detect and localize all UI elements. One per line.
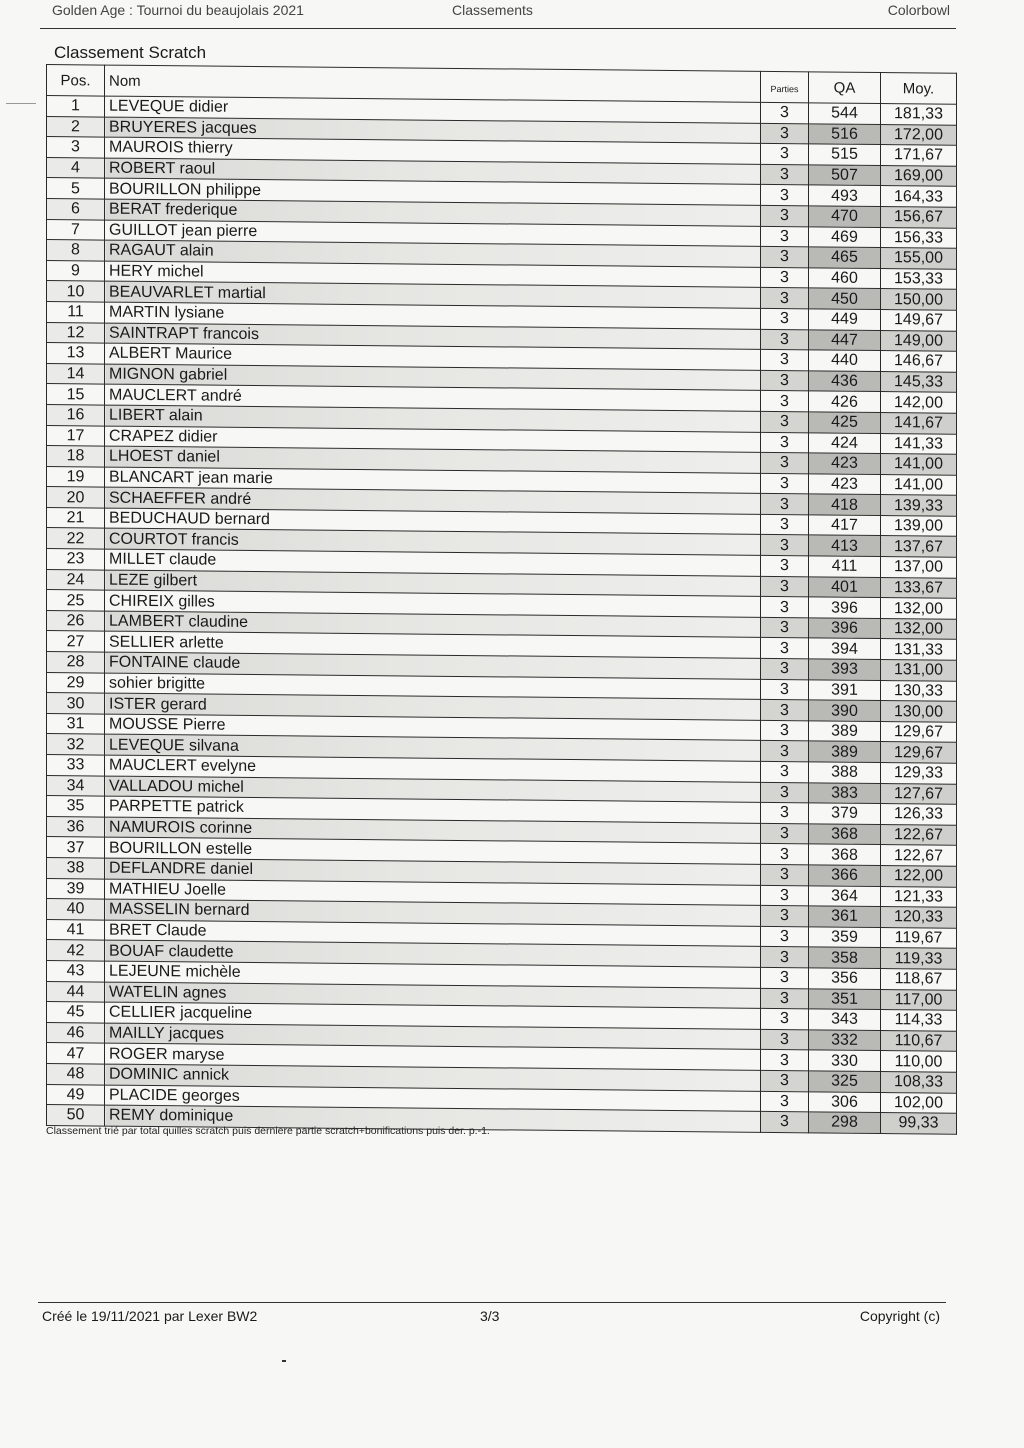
cell-nom: ROBERT raoul [105, 158, 761, 185]
cell-moy: 145,33 [881, 371, 957, 392]
cell-parties: 3 [761, 452, 809, 473]
cell-nom: NAMUROIS corinne [105, 817, 761, 844]
cell-pos: 16 [47, 404, 105, 425]
cell-parties: 3 [761, 1111, 809, 1132]
cell-qa: 389 [809, 721, 881, 742]
cell-nom: CRAPEZ didier [105, 426, 761, 453]
cell-pos: 27 [47, 631, 105, 652]
cell-nom: SELLIER arlette [105, 631, 761, 658]
cell-pos: 9 [47, 260, 105, 281]
cell-moy: 181,33 [881, 104, 957, 125]
cell-nom: LEVEQUE didier [105, 96, 761, 123]
cell-qa: 417 [809, 515, 881, 536]
cell-pos: 39 [47, 878, 105, 899]
cell-qa: 330 [809, 1050, 881, 1071]
cell-parties: 3 [761, 411, 809, 432]
cell-moy: 141,33 [881, 433, 957, 454]
cell-moy: 153,33 [881, 268, 957, 289]
cell-moy: 118,67 [881, 968, 957, 989]
cell-pos: 40 [47, 899, 105, 920]
cell-nom: sohier brigitte [105, 673, 761, 700]
cell-pos: 4 [47, 157, 105, 178]
cell-qa: 394 [809, 638, 881, 659]
cell-pos: 22 [47, 528, 105, 549]
cell-moy: 141,00 [881, 454, 957, 475]
cell-moy: 120,33 [881, 907, 957, 928]
cell-qa: 516 [809, 123, 881, 144]
cell-nom: SAINTRAPT francois [105, 323, 761, 350]
table-body [47, 96, 957, 1134]
cell-qa: 411 [809, 556, 881, 577]
cell-nom: MATHIEU Joelle [105, 879, 761, 906]
cell-qa: 389 [809, 741, 881, 762]
cell-qa: 396 [809, 597, 881, 618]
cell-moy: 132,00 [881, 618, 957, 639]
cell-qa: 388 [809, 762, 881, 783]
cell-moy: 110,67 [881, 1030, 957, 1051]
scan-speck [282, 1360, 286, 1362]
cell-moy: 110,00 [881, 1051, 957, 1072]
cell-nom: MAUCLERT andré [105, 384, 761, 411]
cell-nom: DEFLANDRE daniel [105, 858, 761, 885]
cell-parties: 3 [761, 679, 809, 700]
cell-moy: 146,67 [881, 351, 957, 372]
cell-qa: 396 [809, 618, 881, 639]
cell-moy: 121,33 [881, 886, 957, 907]
cell-pos: 18 [47, 446, 105, 467]
cell-nom: LEVEQUE silvana [105, 734, 761, 761]
cell-nom: BEAUVARLET martial [105, 281, 761, 308]
cell-parties: 3 [761, 555, 809, 576]
cell-parties: 3 [761, 349, 809, 370]
cell-nom: SCHAEFFER andré [105, 487, 761, 514]
cell-pos: 42 [47, 940, 105, 961]
cell-parties: 3 [761, 658, 809, 679]
cell-parties: 3 [761, 906, 809, 927]
cell-qa: 383 [809, 782, 881, 803]
cell-parties: 3 [761, 267, 809, 288]
cell-nom: CHIREIX gilles [105, 590, 761, 617]
cell-parties: 3 [761, 576, 809, 597]
cell-pos: 11 [47, 301, 105, 322]
cell-moy: 129,67 [881, 742, 957, 763]
cell-parties: 3 [761, 370, 809, 391]
cell-pos: 5 [47, 178, 105, 199]
cell-parties: 3 [761, 102, 809, 123]
header-venue: Colorbowl [887, 2, 950, 18]
cell-moy: 129,67 [881, 721, 957, 742]
cell-pos: 30 [47, 693, 105, 714]
cell-qa: 356 [809, 968, 881, 989]
cell-pos: 17 [47, 425, 105, 446]
cell-nom: ALBERT Maurice [105, 343, 761, 370]
cell-pos: 6 [47, 198, 105, 219]
cell-parties: 3 [761, 967, 809, 988]
cell-pos: 46 [47, 1022, 105, 1043]
cell-qa: 418 [809, 494, 881, 515]
cell-parties: 3 [761, 761, 809, 782]
cell-nom: ROGER maryse [105, 1043, 761, 1070]
cell-parties: 3 [761, 741, 809, 762]
cell-nom: PARPETTE patrick [105, 796, 761, 823]
cell-moy: 122,67 [881, 824, 957, 845]
cell-nom: MASSELIN bernard [105, 899, 761, 926]
cell-parties: 3 [761, 988, 809, 1009]
cell-pos: 14 [47, 363, 105, 384]
cell-parties: 3 [761, 700, 809, 721]
cell-nom: BOURILLON philippe [105, 178, 761, 205]
cell-parties: 3 [761, 803, 809, 824]
cell-moy: 122,00 [881, 865, 957, 886]
cell-parties: 3 [761, 226, 809, 247]
cell-pos: 13 [47, 343, 105, 364]
cell-nom: GUILLOT jean pierre [105, 220, 761, 247]
scan-mark [6, 103, 36, 104]
section-title: Classement Scratch [54, 43, 207, 62]
cell-pos: 28 [47, 652, 105, 673]
cell-moy: 129,33 [881, 763, 957, 784]
cell-moy: 114,33 [881, 1010, 957, 1031]
cell-moy: 149,00 [881, 330, 957, 351]
cell-nom: MAILLY jacques [105, 1023, 761, 1050]
cell-moy: 141,00 [881, 474, 957, 495]
col-header-nom: Nom [105, 65, 761, 102]
cell-nom: HERY michel [105, 261, 761, 288]
cell-moy: 130,00 [881, 701, 957, 722]
cell-nom: REMY dominique [105, 1105, 761, 1132]
cell-pos: 10 [47, 281, 105, 302]
cell-pos: 21 [47, 507, 105, 528]
cell-moy: 131,33 [881, 639, 957, 660]
cell-moy: 102,00 [881, 1092, 957, 1113]
cell-nom: PLACIDE georges [105, 1085, 761, 1112]
cell-pos: 19 [47, 466, 105, 487]
cell-nom: MILLET claude [105, 549, 761, 576]
cell-pos: 24 [47, 569, 105, 590]
cell-pos: 35 [47, 796, 105, 817]
cell-qa: 460 [809, 268, 881, 289]
cell-qa: 440 [809, 350, 881, 371]
cell-qa: 391 [809, 679, 881, 700]
cell-moy: 149,67 [881, 309, 957, 330]
cell-nom: LEZE gilbert [105, 570, 761, 597]
cell-nom: VALLADOU michel [105, 776, 761, 803]
cell-parties: 3 [761, 823, 809, 844]
cell-pos: 25 [47, 590, 105, 611]
cell-nom: BLANCART jean marie [105, 467, 761, 494]
cell-qa: 401 [809, 576, 881, 597]
cell-pos: 49 [47, 1084, 105, 1105]
cell-qa: 450 [809, 288, 881, 309]
cell-qa: 465 [809, 247, 881, 268]
footer-created: Créé le 19/11/2021 par Lexer BW2 [42, 1308, 258, 1324]
cell-moy: 137,00 [881, 557, 957, 578]
cell-parties: 3 [761, 432, 809, 453]
cell-parties: 3 [761, 720, 809, 741]
cell-parties: 3 [761, 926, 809, 947]
cell-parties: 3 [761, 164, 809, 185]
cell-moy: 139,33 [881, 495, 957, 516]
cell-parties: 3 [761, 144, 809, 165]
cell-pos: 29 [47, 672, 105, 693]
cell-qa: 390 [809, 700, 881, 721]
cell-qa: 426 [809, 391, 881, 412]
cell-qa: 507 [809, 165, 881, 186]
cell-parties: 3 [761, 535, 809, 556]
cell-moy: 119,67 [881, 927, 957, 948]
col-header-pos: Pos. [47, 65, 105, 97]
cell-qa: 306 [809, 1091, 881, 1112]
cell-moy: 156,67 [881, 206, 957, 227]
cell-parties: 3 [761, 247, 809, 268]
cell-parties: 3 [761, 844, 809, 865]
cell-parties: 3 [761, 617, 809, 638]
cell-parties: 3 [761, 494, 809, 515]
cell-qa: 368 [809, 824, 881, 845]
cell-moy: 142,00 [881, 392, 957, 413]
cell-nom: MOUSSE Pierre [105, 714, 761, 741]
col-header-parties: Parties [761, 71, 809, 102]
cell-moy: 108,33 [881, 1071, 957, 1092]
cell-qa: 364 [809, 885, 881, 906]
cell-pos: 7 [47, 219, 105, 240]
cell-pos: 31 [47, 713, 105, 734]
cell-parties: 3 [761, 185, 809, 206]
cell-parties: 3 [761, 638, 809, 659]
cell-parties: 3 [761, 123, 809, 144]
cell-moy: 130,33 [881, 680, 957, 701]
cell-moy: 155,00 [881, 248, 957, 269]
cell-qa: 515 [809, 144, 881, 165]
cell-qa: 413 [809, 535, 881, 556]
cell-pos: 12 [47, 322, 105, 343]
cell-nom: RAGAUT alain [105, 240, 761, 267]
cell-moy: 133,67 [881, 577, 957, 598]
cell-qa: 343 [809, 1009, 881, 1030]
cell-qa: 298 [809, 1112, 881, 1133]
cell-parties: 3 [761, 1070, 809, 1091]
header-event-title: Golden Age : Tournoi du beaujolais 2021 [52, 2, 304, 18]
cell-qa: 423 [809, 453, 881, 474]
cell-qa: 425 [809, 412, 881, 433]
cell-parties: 3 [761, 864, 809, 885]
cell-parties: 3 [761, 473, 809, 494]
cell-pos: 34 [47, 775, 105, 796]
cell-qa: 469 [809, 226, 881, 247]
ranking-table [46, 64, 957, 1134]
cell-parties: 3 [761, 329, 809, 350]
cell-nom: CELLIER jacqueline [105, 1002, 761, 1029]
cell-moy: 139,00 [881, 515, 957, 536]
cell-qa: 361 [809, 906, 881, 927]
cell-nom: BRET Claude [105, 920, 761, 947]
cell-nom: MIGNON gabriel [105, 364, 761, 391]
cell-pos: 33 [47, 755, 105, 776]
cell-pos: 1 [47, 96, 105, 117]
cell-nom: WATELIN agnes [105, 982, 761, 1009]
cell-pos: 8 [47, 240, 105, 261]
header-section: Classements [452, 2, 533, 18]
cell-nom: ISTER gerard [105, 693, 761, 720]
cell-qa: 366 [809, 865, 881, 886]
cell-pos: 41 [47, 919, 105, 940]
page-footer [38, 1302, 946, 1327]
cell-moy: 126,33 [881, 804, 957, 825]
cell-pos: 50 [47, 1105, 105, 1126]
cell-moy: 141,67 [881, 412, 957, 433]
cell-pos: 43 [47, 960, 105, 981]
cell-pos: 2 [47, 116, 105, 137]
sort-note: Classement trié par total quilles scratch puis derniere partie scratch+bonifications puis der. p.-1. [46, 1125, 490, 1137]
cell-nom: COURTOT francis [105, 529, 761, 556]
cell-pos: 26 [47, 610, 105, 631]
cell-moy: 137,67 [881, 536, 957, 557]
cell-moy: 150,00 [881, 289, 957, 310]
cell-nom: BEDUCHAUD bernard [105, 508, 761, 535]
cell-pos: 23 [47, 549, 105, 570]
cell-qa: 436 [809, 371, 881, 392]
cell-moy: 131,00 [881, 660, 957, 681]
cell-nom: DOMINIC annick [105, 1064, 761, 1091]
cell-qa: 379 [809, 803, 881, 824]
cell-parties: 3 [761, 288, 809, 309]
cell-nom: MAUROIS thierry [105, 137, 761, 164]
cell-qa: 351 [809, 988, 881, 1009]
cell-moy: 127,67 [881, 783, 957, 804]
cell-moy: 117,00 [881, 989, 957, 1010]
col-header-qa: QA [809, 72, 881, 104]
cell-qa: 424 [809, 432, 881, 453]
cell-parties: 3 [761, 391, 809, 412]
cell-qa: 544 [809, 103, 881, 124]
cell-nom: MARTIN lysiane [105, 302, 761, 329]
cell-moy: 99,33 [881, 1113, 957, 1134]
cell-qa: 470 [809, 206, 881, 227]
cell-nom: BRUYERES jacques [105, 117, 761, 144]
cell-pos: 15 [47, 384, 105, 405]
cell-pos: 37 [47, 837, 105, 858]
cell-qa: 359 [809, 927, 881, 948]
cell-qa: 325 [809, 1071, 881, 1092]
cell-pos: 32 [47, 734, 105, 755]
cell-nom: LAMBERT claudine [105, 611, 761, 638]
cell-qa: 393 [809, 659, 881, 680]
cell-parties: 3 [761, 782, 809, 803]
cell-moy: 169,00 [881, 165, 957, 186]
cell-nom: LIBERT alain [105, 405, 761, 432]
footer-page-number: 3/3 [480, 1308, 500, 1324]
cell-nom: BOUAF claudette [105, 940, 761, 967]
cell-qa: 493 [809, 185, 881, 206]
cell-qa: 447 [809, 329, 881, 350]
cell-parties: 3 [761, 1029, 809, 1050]
cell-pos: 36 [47, 816, 105, 837]
cell-qa: 332 [809, 1030, 881, 1051]
cell-qa: 358 [809, 947, 881, 968]
col-header-moy: Moy. [881, 73, 957, 105]
cell-nom: BERAT frederique [105, 199, 761, 226]
cell-parties: 3 [761, 1091, 809, 1112]
cell-moy: 172,00 [881, 124, 957, 145]
cell-parties: 3 [761, 1050, 809, 1071]
cell-moy: 164,33 [881, 186, 957, 207]
cell-pos: 44 [47, 981, 105, 1002]
cell-qa: 368 [809, 844, 881, 865]
cell-moy: 119,33 [881, 948, 957, 969]
cell-nom: LHOEST daniel [105, 446, 761, 473]
cell-pos: 38 [47, 857, 105, 878]
cell-moy: 122,67 [881, 845, 957, 866]
cell-pos: 48 [47, 1063, 105, 1084]
cell-parties: 3 [761, 597, 809, 618]
cell-nom: BOURILLON estelle [105, 837, 761, 864]
cell-moy: 156,33 [881, 227, 957, 248]
cell-nom: LEJEUNE michèle [105, 961, 761, 988]
cell-parties: 3 [761, 885, 809, 906]
cell-parties: 3 [761, 1008, 809, 1029]
cell-parties: 3 [761, 514, 809, 535]
cell-pos: 3 [47, 137, 105, 158]
cell-pos: 47 [47, 1043, 105, 1064]
page-header [40, 0, 956, 29]
cell-qa: 423 [809, 474, 881, 495]
footer-copyright: Copyright (c) [859, 1308, 940, 1324]
cell-nom: MAUCLERT evelyne [105, 755, 761, 782]
cell-moy: 132,00 [881, 598, 957, 619]
cell-qa: 449 [809, 309, 881, 330]
cell-pos: 45 [47, 1002, 105, 1023]
cell-parties: 3 [761, 947, 809, 968]
cell-nom: FONTAINE claude [105, 652, 761, 679]
cell-parties: 3 [761, 308, 809, 329]
cell-moy: 171,67 [881, 145, 957, 166]
cell-pos: 20 [47, 487, 105, 508]
cell-parties: 3 [761, 205, 809, 226]
